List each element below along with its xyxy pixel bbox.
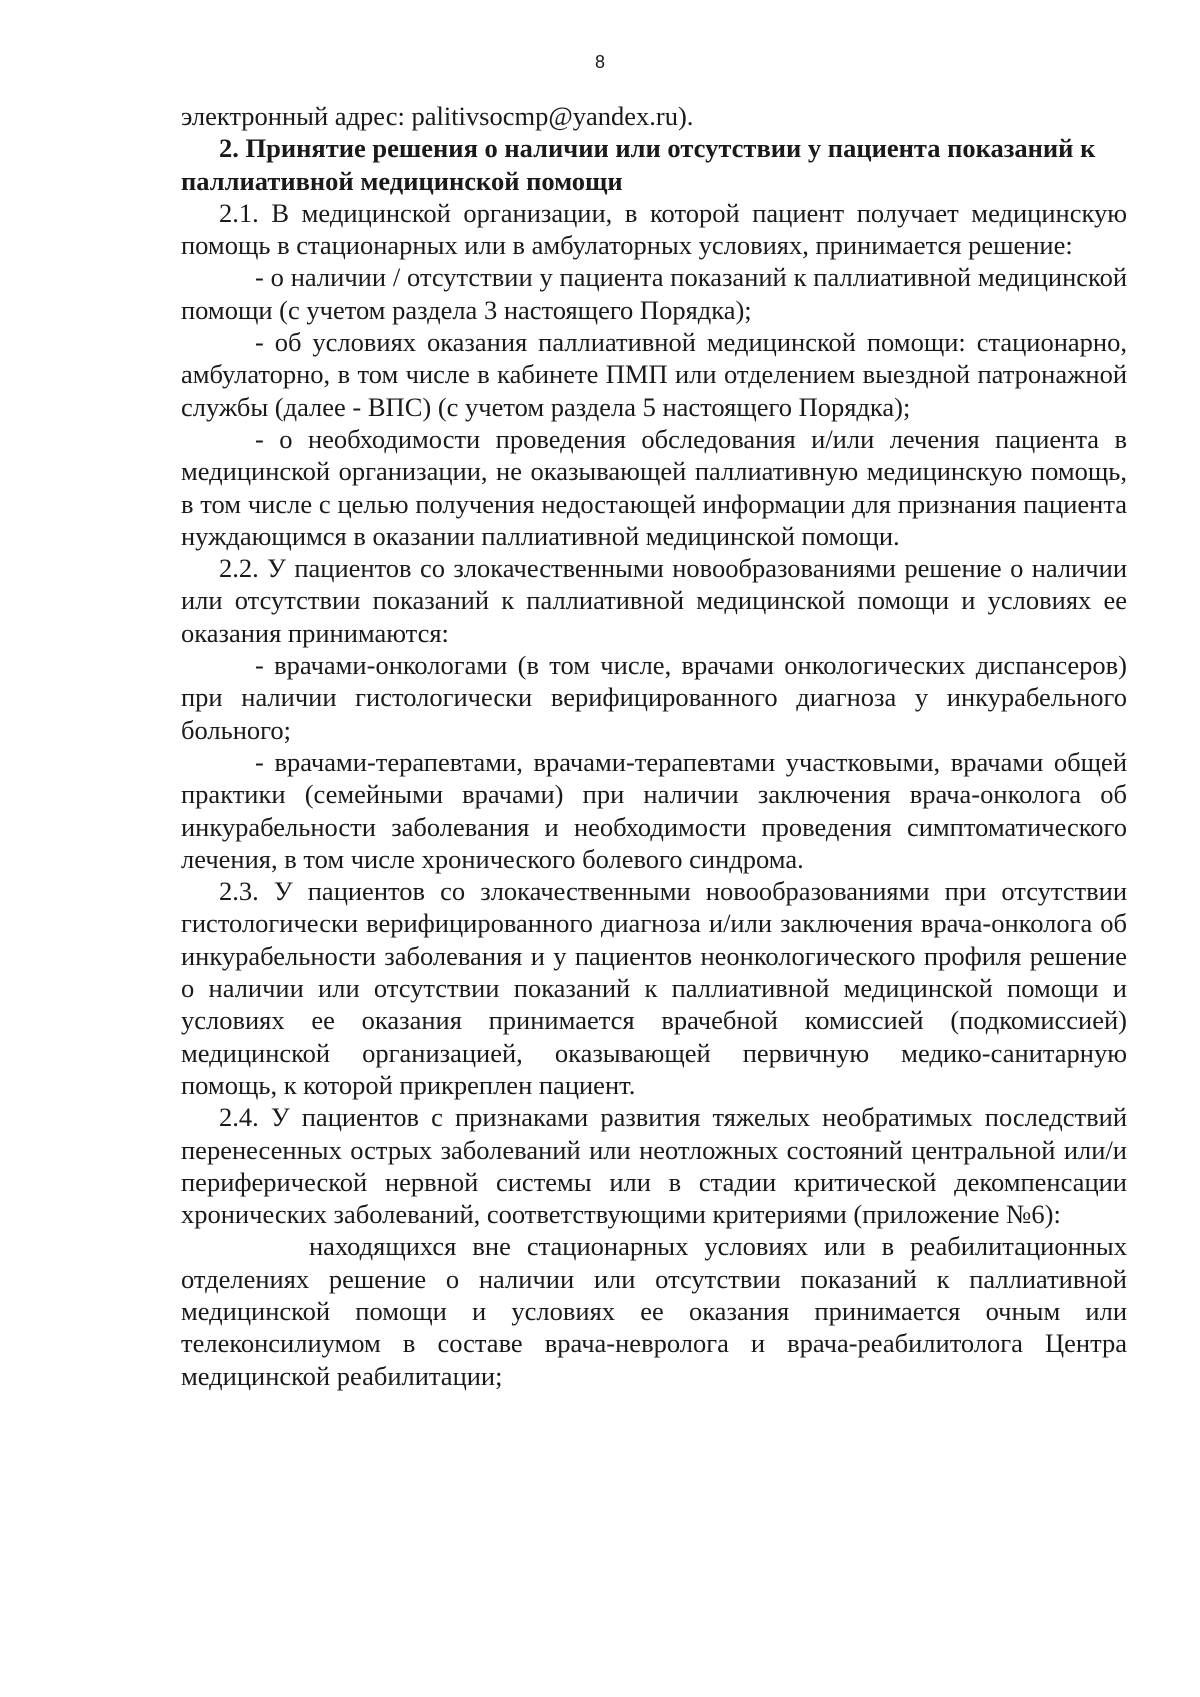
section-2-heading: 2. Принятие решения о наличии или отсутствии у пациента показаний к паллиативной медицинской помощи [181, 133, 1096, 196]
list-item-indications: - о наличии / отсутствии у пациента показаний к паллиативной медицинской помощи (с учетом раздела 3 настоящего Порядка); [181, 262, 1127, 325]
page-number: 8 [594, 52, 605, 72]
paragraph-2-1: 2.1. В медицинской организации, в которой пациент получает медицинскую помощь в стационарных или в амбулаторных условиях, принимается решение: [181, 197, 1127, 261]
list-item-therapists: - врачами-терапевтами, врачами-терапевтами участковыми, врачами общей практики (семейными врачами) при наличии заключения врача-онколога об инкурабельности заболевания и необходимости проведения симптоматического лечения, в том числе хронического болевого синдрома. [181, 746, 1127, 874]
paragraph-2-4-item: находящихся вне стационарных условиях или в реабилитационных отделениях решение о наличии или отсутствии показаний к паллиативной медицинской помощи и условиях ее оказания принимается очным или телеконсилиумом в составе врача-невролога и врача-реабилитолога Центра медицинской реабилитации; [181, 1231, 1127, 1391]
paragraph-2-2: 2.2. У пациентов со злокачественными новообразованиями решение о наличии или отсутствии показаний к паллиативной медицинской помощи и условиях ее оказания принимаются: [181, 553, 1127, 648]
document-body [181, 100, 1127, 1392]
paragraph-2-4: 2.4. У пациентов с признаками развития тяжелых необратимых последствий перенесенных острых заболеваний или неотложных состояний центральной или/и периферической нервной системы или в стадии критической декомпенсации хронических заболеваний, соответствующими критериями (приложение №6): [181, 1102, 1127, 1230]
list-item-examination: - о необходимости проведения обследования и/или лечения пациента в медицинской организации, не оказывающей паллиативную медицинскую помощь, в том числе с целью получения недостающей информации для признания пациента нуждающимся в оказании паллиативной медицинской помощи. [181, 423, 1127, 551]
email-line: электронный адрес: palitivsocmp@yandex.ru). [181, 101, 694, 131]
list-item-oncologists: - врачами-онкологами (в том числе, врачами онкологических диспансеров) при наличии гистологически верифицированного диагноза у инкурабельного больного; [181, 650, 1127, 745]
list-item-conditions: - об условиях оказания паллиативной медицинской помощи: стационарно, амбулаторно, в том числе в кабинете ПМП или отделением выездной патронажной службы (далее - ВПС) (с учетом раздела 5 настоящего Порядка); [181, 327, 1127, 422]
paragraph-2-3: 2.3. У пациентов со злокачественными новообразованиями при отсутствии гистологически верифицированного диагноза и/или заключения врача-онколога об инкурабельности заболевания и у пациентов неонкологического профиля решение о наличии или отсутствии показаний к паллиативной медицинской помощи и условиях ее оказания принимается врачебной комиссией (подкомиссией) медицинской организацией, оказывающей первичную медико-санитарную помощь, к которой прикреплен пациент. [181, 876, 1127, 1100]
